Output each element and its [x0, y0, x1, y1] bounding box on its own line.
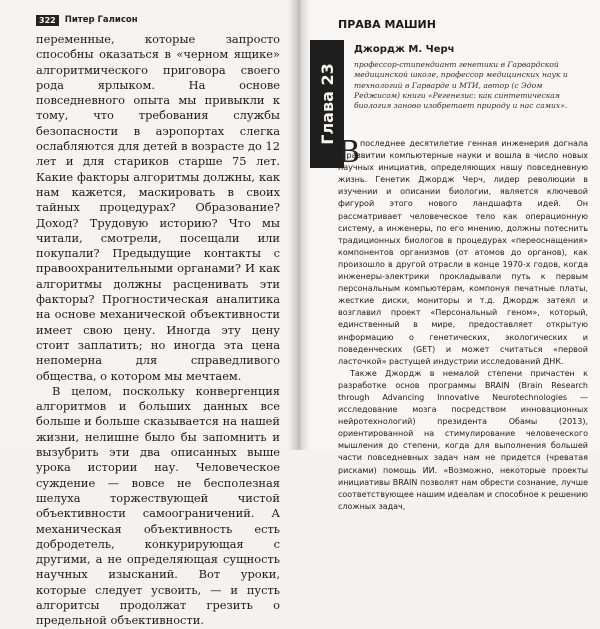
running-head-author: Питер Галисон: [64, 15, 138, 25]
paragraph: последнее десятилетие генная инженерия догнала в развитии компьютерные науки и вошла в число новых научных инициатив, определяющих нашу повседневную жизнь. Генетик Джордж Черч, лидер революции в изучении и описании биологии, является ключевой фигурой этого нового ландшафта идей. Он рассматривает человеческое тело как операционную систему, а инженеры, по его мнению, должны потеснить традиционных биологов в процедурах «переоснащения» компонентов организмов (от атомов до органов), как произошло в другой отрасли в конце 1970-х годов, когда инженеры-электрики прокладывали путь к первым персональным компьютерам, компонуя печатные платы, жесткие диски, мониторы и т.д. Джордж затеял и возглавил проект «Персональный геном», который, единственный в мире, предоставляет открытую информацию о генетических, экологических и поведенческих (GET) и может считаться «первой ласточкой» растущей индустрии исследований ДНК.: [338, 139, 588, 366]
right-page: [298, 0, 600, 511]
author-bio: профессор-стипендиант генетики в Гарвардской медицинской школе, профессор медицинских наук и технологий в Гарварде и МТИ, автор (с Эдом Реджисом) книги «Регенезис: как синтетическая биология заново изобретает природу и нас самих».: [354, 60, 568, 111]
paragraph: В целом, поскольку конвергенция алгоритмов и больших данных все больше и больше сказывается на нашей жизни, нелишне было бы запомнить и вызубрить эти два описанных выше урока истории нау. Человеческое суждение — вовсе не бесполезная шелуха торжествующей чистой объективности самоограничений. А механическая объективность есть добродетель, конкурирующая с другими, а не определяющая сущность научных изысканий. Вот уроки, которые следует усвоить, — и пусть алгоритсы продолжат грезить о предельной объективности.: [36, 383, 280, 628]
left-page: [0, 0, 298, 628]
chapter-label: Глава 23: [317, 63, 337, 145]
left-page-body: [36, 32, 280, 629]
right-page-body: [338, 135, 588, 513]
chapter-author: Джордж М. Черч: [354, 44, 455, 55]
paragraph: переменные, которые запросто способны оказаться в «черном ящике» алгоритмического приговора своего рода ярлыком. На основе повседневного опыта мы привыкли к тому, что требования службы безопасности в аэропортах слегка ослабляются для детей в возрасте до 12 лет и для стариков старше 75 лет. Какие факторы алгоритмы должны, как нам кажется, маскировать в своих тайных процедурах? Образование? Доход? Трудовую историю? Что мы читали, смотрели, посещали или покупали? Предыдущие контакты с правоохранительными органами? И как алгоритмы должны расценивать эти факторы? Прогностическая аналитика на основе механической объективности имеет свою цену. Иногда эту цену стоит заплатить; но иногда эта цена непомерна для справедливого общества, о котором мы мечтаем.: [36, 32, 280, 383]
paragraph: Также Джордж в немалой степени причастен к разработке основ программы BRAIN (Brain Research through Advancing Innovative Neurotechnologies — исследование мозга посредством инновационных нейротехнологий) президента Обамы (2013), ориентированной на стимулирование человеческого мышления до степени, когда для выполнения большей части повседневных задач нам не придется (чреватая рисками) помощь ИИ. «Возможно, некоторые проекты инициативы BRAIN позволят нам обрести сознание, лучше соответствующее нашим идеалам и способное к решению сложных задач,: [338, 368, 588, 511]
page-number: 322: [36, 15, 59, 26]
running-head: [36, 14, 138, 26]
chapter-title: ПРАВА МАШИН: [338, 18, 436, 31]
drop-cap: В: [338, 135, 361, 170]
book-gutter-shadow: [288, 0, 310, 450]
